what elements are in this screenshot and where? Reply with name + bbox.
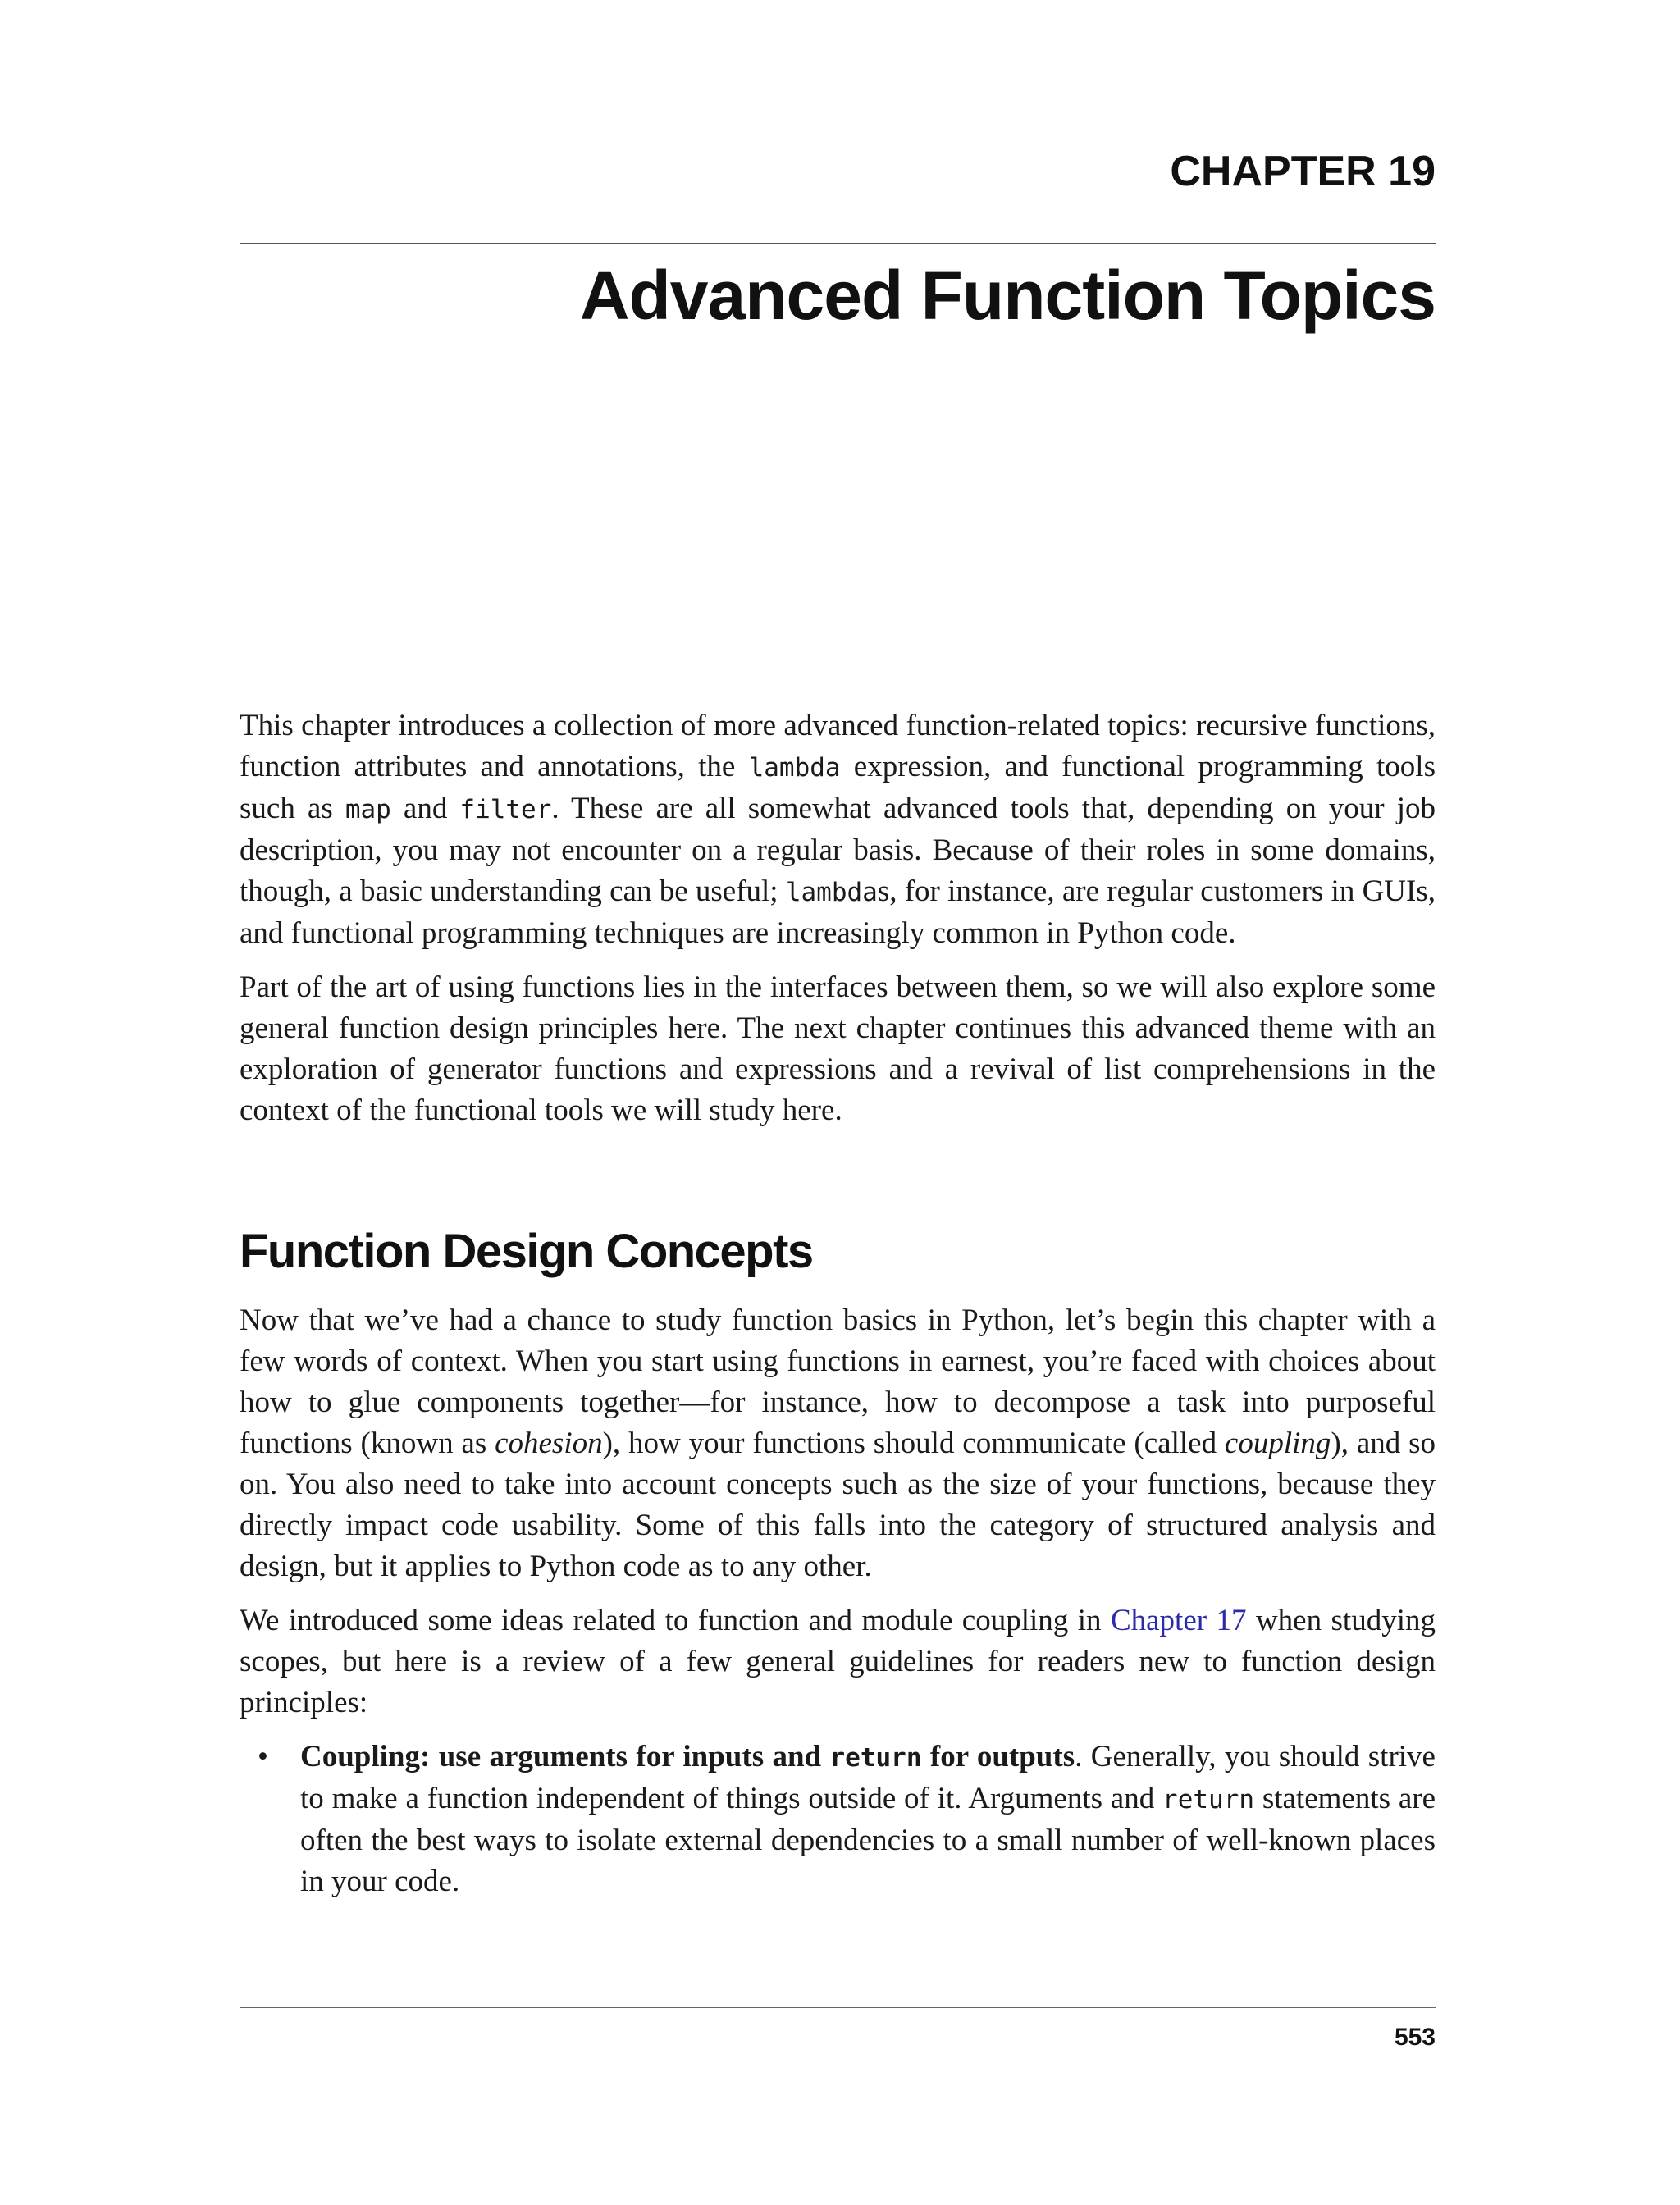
section-text — [240, 1300, 1436, 1902]
guidelines-list — [240, 1737, 1436, 1902]
intro-paragraph-1: This chapter introduces a collection of more advanced function-related topics: recursive functions, function attributes and annotations, the lambda expression, and functional programming tools such as map and filter. These are all somewhat advanced tools that, depending on your job description, you may not encounter on a regular basis. Because of their roles in some domains, though, a basic understanding can be useful; lambdas, for instance, are regular customers in GUIs, and functional programming techniques are increasingly common in Python code. — [240, 709, 1436, 950]
intro-paragraph-2: Part of the art of using functions lies in the interfaces between them, so we will also explore some general function design principles here. The next chapter continues this advanced theme with an exploration of generator functions and expressions and a revival of list comprehensions in the context of the functional tools we will study here. — [240, 970, 1436, 1127]
inline-code: return — [829, 1743, 922, 1773]
inline-code: filter — [459, 795, 552, 824]
chapter-rule — [240, 243, 1436, 244]
chapter-label: CHAPTER 19 — [1170, 148, 1436, 195]
inline-code: lambda — [785, 878, 878, 907]
section-paragraph-2: We introduced some ideas related to function and module coupling in Chapter 17 when studying scopes, but here is a review of a few general guidelines for readers new to function design principles: — [240, 1604, 1436, 1719]
inline-code: return — [1162, 1785, 1255, 1815]
intro-text — [240, 705, 1436, 1144]
list-item: • Coupling: use arguments for inputs and return for outputs. Generally, you should strive to make a function independent of things outside of it. Arguments and return statements are often the best ways to isolate external dependencies to a small number of well-known places in your code. — [240, 1737, 1436, 1902]
page-number: 553 — [1394, 2024, 1436, 2051]
bullet-icon: • — [258, 1740, 268, 1774]
inline-code: map — [345, 795, 391, 824]
inline-code: lambda — [748, 753, 841, 783]
section-heading: Function Design Concepts — [240, 1225, 813, 1278]
section-paragraph-1: Now that we’ve had a chance to study function basics in Python, let’s begin this chapter with a few words of context. When you start using functions in earnest, you’re faced with choices about how to glue components together—for instance, how to decompose a task into purposeful functions (known as cohesion), how your functions should communicate (called coupling), and so on. You also need to take into account concepts such as the size of your functions, because they directly impact code usability. Some of this falls into the category of structured analysis and design, but it applies to Python code as to any other. — [240, 1303, 1436, 1583]
term-coupling: coupling — [1224, 1427, 1331, 1460]
footer-rule — [240, 2007, 1436, 2008]
term-cohesion: cohesion — [495, 1427, 603, 1460]
chapter-title: Advanced Function Topics — [579, 257, 1436, 334]
chapter-17-link[interactable]: Chapter 17 — [1110, 1604, 1247, 1637]
